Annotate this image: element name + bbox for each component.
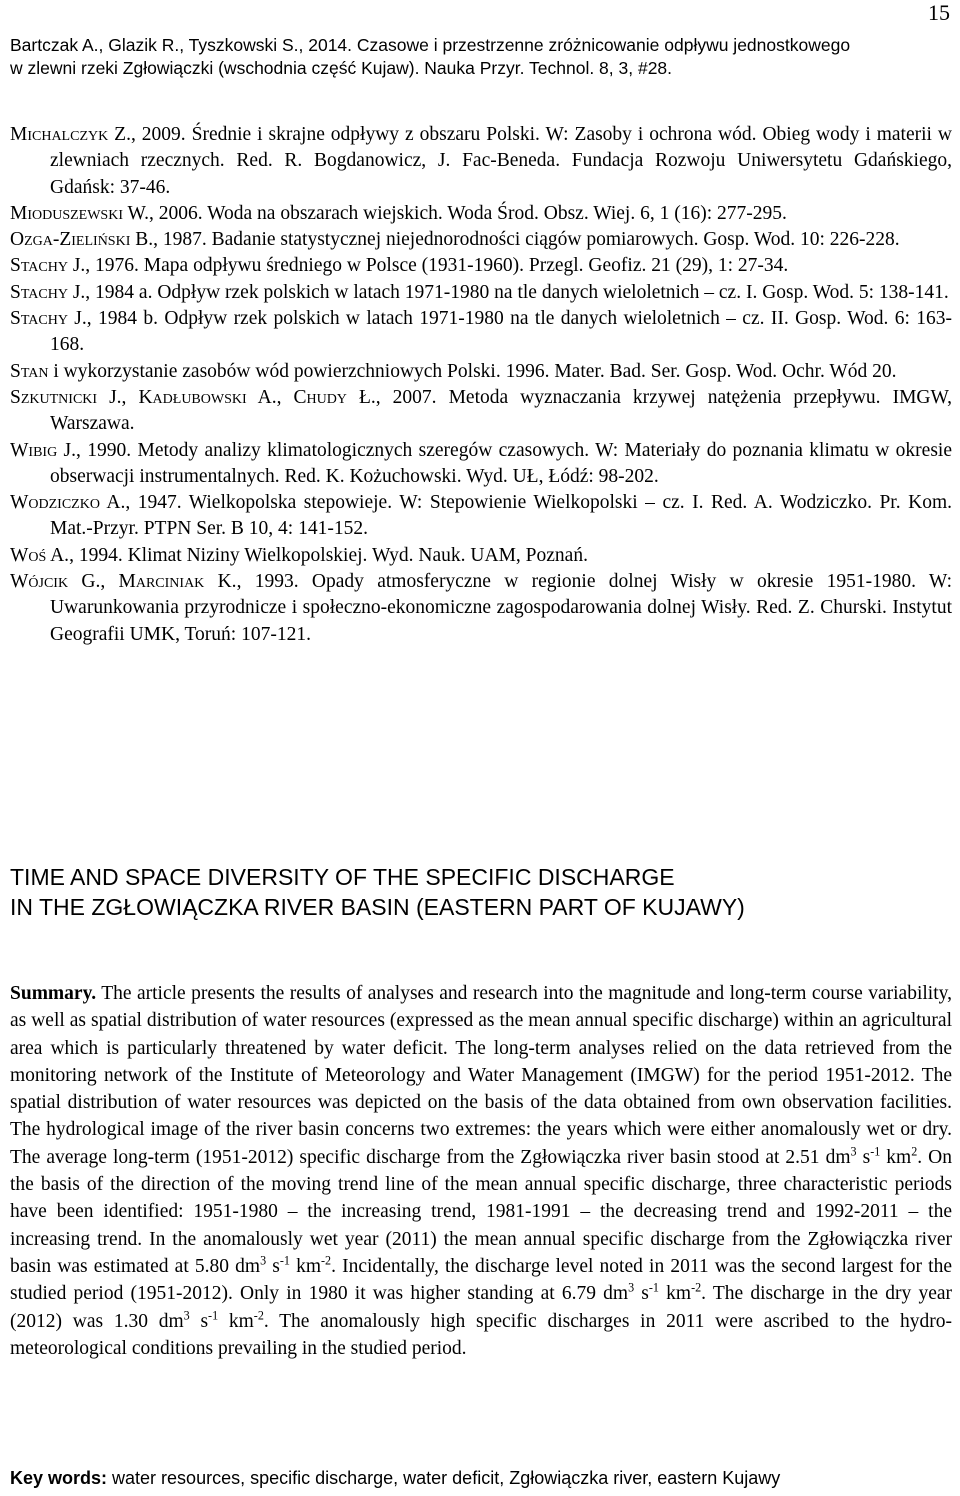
reference-item: [10, 122, 952, 201]
reference-text: , 1994. Klimat Niziny Wielkopolskiej. Wyd. Nauk. UAM, Poznań.: [69, 544, 588, 566]
reference-item: [10, 253, 952, 279]
citation-line-1: Bartczak A., Glazik R., Tyszkowski S., 2014. Czasowe i przestrzenne zróżnicowanie odpływu jednostkowego: [10, 35, 851, 55]
reference-text: , 1993. Opady atmosferyczne w regionie dolnej Wisły w okresie 1951-1980. W: Uwarunkowania przyrodnicze i społeczno-ekonomiczne zagospodarowania dolnej Wisły. Red. Z. Churski. Instytut Geografii UMK, Toruń: 107-121.: [50, 571, 952, 645]
summary-text: The article presents the results of analyses and research into the magnitude and long-term course variability, as well as spatial distribution of water resources (expressed as the mean annual specific discharge) within an agricultural area which is particularly threatened by water deficit. The long-term analyses relied on the data retrieved from the monitoring network of the Institute of Meteorology and Water Management (IMGW) for the period 1951-2012. The spatial distribution of water resources was depicted on the basis of the data obtained from own observation facilities. The hydrological image of the river basin concerns two extremes: the years which were either anomalously wet or dry. The average long-term (1951-2012) specific discharge from the Zgłowiączka river basin stood at 2.51 dm: [10, 983, 952, 1168]
reference-item: [10, 385, 952, 438]
reference-text: , 1947. Wielkopolska stepowieje. W: Stepowienie Wielkopolski – cz. I. Red. A. Wodziczko. Pr. Kom. Mat.-Przyr. PTPN Ser. B 10, 4: 141-152.: [50, 492, 952, 540]
keywords-text: water resources, specific discharge, water deficit, Zgłowiączka river, eastern Kujawy: [107, 1468, 781, 1488]
page-number: 15: [928, 0, 950, 25]
unit-exponent: -2: [691, 1280, 702, 1295]
unit-text: s: [266, 1255, 280, 1277]
reference-text: i wykorzystanie zasobów wód powierzchniowych Polski. 1996. Mater. Bad. Ser. Gosp. Wod. Ochr. Wód 20.: [48, 360, 897, 382]
reference-text: , 1984 b. Odpływ rzek polskich w latach 1971-1980 na tle danych wieloletnich – cz. II. Gosp. Wod. 6: 163-168.: [50, 308, 952, 356]
unit-exponent: 2: [911, 1144, 918, 1159]
unit-exponent: -2: [253, 1308, 264, 1323]
summary-text: . Incidentally, the discharge level noted in 2011 was the second largest for the studied period (1951-2012). Only in 1980 it was higher standing at 6.79 dm: [10, 1255, 953, 1305]
unit-text: km: [658, 1283, 692, 1305]
references-list: [10, 122, 952, 648]
reference-author: Ozga-Zieliński B.: [10, 229, 154, 251]
summary-text: . The discharge in the dry year (2012) was 1.30 dm: [10, 1283, 952, 1332]
summary-label: Summary.: [10, 983, 97, 1004]
reference-text: , 1990. Metody analizy klimatologicznych szeregów czasowych. W: Materiały do poznania klimatu w okresie obserwacji instrumentalnych. Red. K. Kożuchowski. Wyd. UŁ, Łódź: 98-202.: [50, 439, 952, 487]
unit-text: s: [856, 1146, 871, 1168]
unit-exponent: 3: [850, 1144, 857, 1159]
reference-author: Wibig J.: [10, 439, 77, 461]
keywords: [10, 1466, 952, 1490]
unit-exponent: 3: [260, 1253, 267, 1268]
reference-item: [10, 306, 952, 359]
reference-author: Wójcik G., Marciniak K.: [10, 571, 237, 593]
unit-text: km: [218, 1310, 254, 1332]
english-title-line-2: IN THE ZGŁOWIĄCZKA RIVER BASIN (EASTERN PART OF KUJAWY): [10, 894, 745, 920]
unit-exponent: -1: [279, 1253, 290, 1268]
reference-author: Wodziczko A.: [10, 492, 126, 514]
reference-text: , 1987. Badanie statystycznej niejednorodności ciągów pomiarowych. Gosp. Wod. 10: 226-228.: [153, 229, 900, 251]
reference-author: Michalczyk Z.: [10, 124, 131, 145]
reference-author: Woś A.: [10, 544, 70, 566]
reference-author: Stachy J.: [10, 281, 86, 303]
unit-text: s: [189, 1310, 209, 1332]
reference-author: Stachy J.: [10, 255, 86, 277]
reference-item: [10, 569, 952, 648]
reference-item: [10, 201, 952, 227]
unit-text: km: [880, 1146, 912, 1168]
unit-exponent: 3: [183, 1308, 190, 1323]
summary-paragraph: [10, 980, 952, 1362]
reference-text: , 2007. Metoda wyznaczania krzywej natężenia przepływu. IMGW, Warszawa.: [50, 386, 952, 435]
reference-item: [10, 227, 952, 253]
unit-text: s: [634, 1283, 649, 1305]
reference-item: [10, 490, 952, 543]
reference-author: Stan: [10, 360, 49, 382]
unit-exponent: -2: [321, 1253, 332, 1268]
keywords-label: Key words:: [10, 1468, 108, 1488]
english-title: [10, 862, 952, 922]
reference-item: [10, 280, 952, 306]
reference-text: , 1976. Mapa odpływu średniego w Polsce (1931-1960). Przegl. Geofiz. 21 (29), 1: 27-34.: [85, 255, 789, 277]
reference-author: Szkutnicki J., Kadłubowski A., Chudy Ł.: [10, 386, 376, 408]
citation-line-2: w zlewni rzeki Zgłowiączki (wschodnia część Kujaw). Nauka Przyr. Technol. 8, 3, #28.: [10, 58, 673, 78]
reference-item: [10, 543, 952, 569]
unit-exponent: -1: [648, 1280, 659, 1295]
unit-exponent: -1: [208, 1308, 219, 1323]
reference-item: [10, 359, 952, 385]
unit-exponent: -1: [870, 1144, 881, 1159]
summary-text: . On the basis of the direction of the moving trend line of the mean annual specific discharge, three characteristic periods have been identified: 1951-1980 – the increasing trend, 1981-1991 – the decreasing trend and 1992-2011 – the increasing trend. In the anomalously wet year (2011) the mean annual specific discharge from the Zgłowiączka river basin was estimated at 5.80 dm: [10, 1146, 952, 1277]
reference-text: , 2006. Woda na obszarach wiejskich. Woda Środ. Obsz. Wiej. 6, 1 (16): 277-295.: [149, 202, 787, 224]
unit-text: km: [289, 1255, 322, 1277]
summary-text: . The anomalously high specific discharges in 2011 were ascribed to the hydro-meteorological conditions prevailing in the studied period.: [10, 1310, 952, 1359]
english-title-line-1: TIME AND SPACE DIVERSITY OF THE SPECIFIC DISCHARGE: [10, 864, 675, 890]
reference-text: , 2009. Średnie i skrajne odpływy z obszaru Polski. W: Zasoby i ochrona wód. Obieg wody i materii w zlewniach rzecznych. Red. R. Bogdanowicz, J. Fac-Beneda. Fundacja Rozwoju Uniwersytetu Gdańskiego, Gdańsk: 37-46.: [50, 124, 952, 198]
unit-exponent: 3: [628, 1280, 635, 1295]
reference-author: Mioduszewski W.: [10, 202, 150, 224]
citation-header: [10, 34, 952, 80]
reference-item: [10, 438, 952, 491]
reference-text: , 1984 a. Odpływ rzek polskich w latach 1971-1980 na tle danych wieloletnich – cz. I. Gosp. Wod. 5: 138-141.: [85, 281, 949, 303]
reference-author: Stachy J.: [10, 308, 87, 330]
